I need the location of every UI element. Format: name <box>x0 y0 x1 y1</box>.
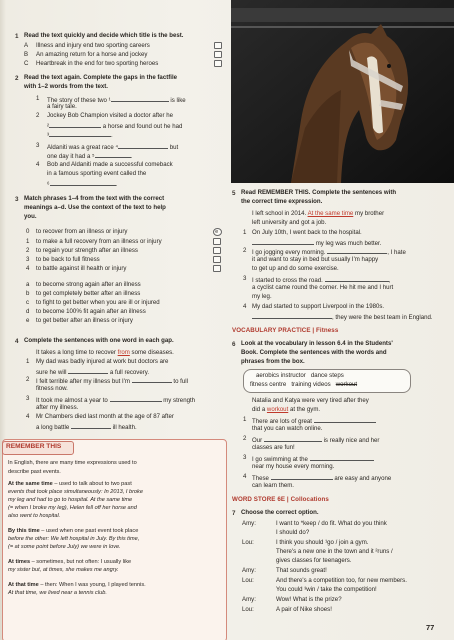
dialogue-1-l1[interactable]: I want to *keep / do fit. What do you think <box>276 520 387 527</box>
ex3-example-answer-box[interactable] <box>213 228 222 236</box>
ex3-answer-1[interactable] <box>213 238 221 245</box>
ex5-item-2-n: 2 <box>243 247 247 254</box>
ex4-item-2-n: 2 <box>26 376 30 383</box>
ex3-phrase-4-n: 4 <box>26 265 30 272</box>
ex6-instruction-1: Look at the vocabulary in lesson 6.4 in the Students' <box>241 340 393 347</box>
ex3-answer-2[interactable] <box>213 247 221 254</box>
ex1-option-c-letter: C <box>24 60 29 67</box>
ex2-instruction-2: with 1–2 words from the text. <box>24 83 108 90</box>
ex3-instruction-3: you. <box>24 213 37 220</box>
ex2-instruction-1: Read the text again. Complete the gaps in the factfile <box>24 74 178 81</box>
ex2-item-3-text: Aldaniti was a great race ⁴ but <box>47 144 179 151</box>
ex6-instruction-2: Book. Complete the sentences with the words and <box>241 349 387 356</box>
horse-photo <box>231 0 454 183</box>
ex6-item-3-l2: near my house every morning. <box>252 463 335 470</box>
ex3-phrase-2: to regain your strength after an illness <box>36 247 138 254</box>
remember-item-1-l5: also went to hospital. <box>8 513 61 519</box>
ex4-instruction: Complete the sentences with one word in each gap. <box>24 337 174 344</box>
ex6-item-4: These are easy and anyone <box>252 475 392 482</box>
ex5-item-3-l3: my leg. <box>252 293 272 300</box>
ex5-example-l2: left university and got a job. <box>252 219 327 226</box>
ex6-item-3-n: 3 <box>243 454 247 461</box>
remember-item-1-l3: my leg and had to go to hospital. At the same time <box>8 497 133 503</box>
word-box-row1: aerobics instructor dance steps <box>256 372 344 379</box>
remember-item-3-l2: my sister but, at times, she makes me angry. <box>8 567 119 573</box>
ex3-meaning-e: to get better after an illness or injury <box>36 317 133 324</box>
ex6-item-2-n: 2 <box>243 435 247 442</box>
ex4-item-2: I felt terrible after my illness but I'm to full <box>36 378 188 385</box>
ex6-number: 6 <box>232 341 236 348</box>
ex5-item-4-n: 4 <box>243 303 247 310</box>
remember-item-1: At the same time – used to talk about to two past <box>8 481 132 487</box>
ex6-instruction-3: phrases from the box. <box>241 358 305 365</box>
ex5-item-3: I started to cross the road. , <box>252 277 391 284</box>
ex4-example-answer: from <box>117 349 130 356</box>
ex2-item-3-n: 3 <box>36 142 40 149</box>
ex2-item-2-line3: ³ . <box>47 132 113 139</box>
ex5-gap-3[interactable] <box>325 276 389 282</box>
ex5-instruction-2: the correct time expression. <box>241 198 323 205</box>
ex3-meaning-d: to become 100% fit again after an illness <box>36 308 146 315</box>
ex5-item-3-n: 3 <box>243 275 247 282</box>
ex3-meaning-a: to become strong again after an illness <box>36 281 141 288</box>
ex2-item-4-n: 4 <box>36 161 40 168</box>
ex1-checkbox-a[interactable] <box>214 42 222 49</box>
ex6-example-l2: did a workout at the gym. <box>252 406 321 413</box>
ex6-gap-4[interactable] <box>271 474 333 480</box>
dialogue-3-speaker: Amy: <box>242 567 256 574</box>
ex6-item-2: Our is really nice and her <box>252 437 380 444</box>
remember-item-2-l3: (= at some point before July) we were in love. <box>8 544 121 550</box>
ex2-item-4-line2: in a famous sporting event called the <box>47 170 147 177</box>
ex4-gap-3[interactable] <box>110 396 162 402</box>
dialogue-2-l3[interactable]: gives classes for teenagers. <box>276 557 352 564</box>
gap-3[interactable] <box>49 131 111 137</box>
remember-item-3: At times – sometimes, but not often: I usually like <box>8 559 132 565</box>
dialogue-2-speaker: Lou: <box>242 539 254 546</box>
ex3-phrase-4: to battle against ill health or injury <box>36 265 127 272</box>
ex5-example-answer: At the same time <box>307 210 354 217</box>
ex3-phrase-1: to make a full recovery from an illness or injury <box>36 238 162 245</box>
ex2-item-1-n: 1 <box>36 95 40 102</box>
remember-this-title: REMEMBER THIS <box>6 443 62 450</box>
ex4-item-4: Mr Chambers died last month at the age of 87 after <box>36 413 174 420</box>
ex3-answer-3[interactable] <box>213 256 221 263</box>
ex1-option-c: Heartbreak in the end for two sporting heroes <box>36 60 159 67</box>
ex4-gap-1[interactable] <box>68 368 108 374</box>
ex2-item-3-line2: one day it had a ⁵ . <box>47 153 133 160</box>
ex5-item-2: I go jogging every morning. , I hate <box>252 249 406 256</box>
remember-item-1-l4: (= when I broke my leg), Helen fell off her horse and <box>8 505 137 511</box>
ex5-instruction-1: Read REMEMBER THIS. Complete the sentences with <box>241 189 397 196</box>
ex6-gap-3[interactable] <box>310 455 374 461</box>
ex2-item-2-n: 2 <box>36 112 40 119</box>
ex6-item-4-n: 4 <box>243 473 247 480</box>
gap-4[interactable] <box>118 143 168 149</box>
ex6-example: Natalia and Katya were very tired after they <box>252 397 369 404</box>
wordstore-header: WORD STORE 6E | Collocations <box>232 496 329 503</box>
ex6-item-2-l2: classes are fun! <box>252 444 295 451</box>
ex2-item-1-text: The story of these two ¹ is like <box>47 97 186 104</box>
ex5-example: I left school in 2014. At the same time my brother <box>252 210 385 217</box>
ex3-phrase-2-n: 2 <box>26 247 30 254</box>
ex5-item-1-n: 1 <box>243 229 247 236</box>
dialogue-5-speaker: Amy: <box>242 596 256 603</box>
ex5-item-3-l2: a cyclist came round the corner. He hit me and I hurt <box>252 284 394 291</box>
ex6-item-1-n: 1 <box>243 416 247 423</box>
ex5-gap-2[interactable] <box>327 248 387 254</box>
ex3-number: 3 <box>15 196 19 203</box>
ex3-example-n: 0 <box>26 228 30 235</box>
dialogue-1-speaker: Amy: <box>242 520 256 527</box>
ex5-item-2-l2: it and want to stay in bed but usually I'm happy <box>252 256 379 263</box>
ex2-item-1-cont: a fairy tale. <box>47 103 77 110</box>
ex2-item-4-line3: ⁶ . <box>47 181 118 188</box>
ex5-item-4-l2: , they were the best team in England. <box>252 313 433 321</box>
dialogue-2-l1[interactable]: I think you should ¹go / join a gym. <box>276 539 369 546</box>
gap-6[interactable] <box>50 180 116 186</box>
ex6-item-1: There are lots of great <box>252 417 376 425</box>
dialogue-5-l1: Wow! What is the prize? <box>276 596 342 603</box>
ex5-item-2-l3: to get up and do some exercise. <box>252 265 339 272</box>
ex6-item-4-l2: can learn them. <box>252 482 295 489</box>
ex5-number: 5 <box>232 190 236 197</box>
word-box-row2: fitness centre training videos workout <box>250 381 358 388</box>
ex1-option-a: Illness and injury end two sporting careers <box>36 42 150 49</box>
horse-image <box>231 0 454 183</box>
ex4-item-1: My dad was badly injured at work but doctors are <box>36 358 169 365</box>
ex4-number: 4 <box>15 338 19 345</box>
ex3-example-text: to recover from an illness or injury <box>36 228 128 235</box>
ex5-item-1: On July 10th, I went back to the hospital. <box>252 229 362 236</box>
ex6-item-3: I go swimming at the <box>252 455 374 463</box>
ex4-item-1-n: 1 <box>26 358 30 365</box>
ex4-item-4-line2: a long battle ill health. <box>36 424 137 431</box>
ex2-item-2-line2: ² a horse and found out he had <box>47 123 183 130</box>
dialogue-1-l2: I should do? <box>276 529 310 536</box>
remember-intro-1: In English, there are many time expressions used to <box>8 460 137 466</box>
ex7-instruction: Choose the correct option. <box>241 509 319 516</box>
ex3-phrase-3-n: 3 <box>26 256 30 263</box>
remember-item-4: At that time – then: When I was young, I played tennis. <box>8 582 146 588</box>
ex7-number: 7 <box>232 510 236 517</box>
ex3-instruction-1: Match phrases 1–4 from the text with the correct <box>24 195 165 202</box>
ex5-gap-1[interactable] <box>252 239 314 245</box>
gap-5[interactable] <box>95 152 131 158</box>
ex3-example-answer: e <box>215 228 219 235</box>
ex5-item-1-l2: my leg was much better. <box>252 239 381 247</box>
remember-item-1-l2: events that took place simultaneously: In 2013, I broke <box>8 489 143 495</box>
dialogue-4-l2[interactable]: You could ³win / take the competition! <box>276 586 377 593</box>
ex6-example-answer: workout <box>266 406 289 413</box>
ex3-meaning-e-l: e <box>26 317 30 324</box>
dialogue-6-speaker: Lou: <box>242 606 254 613</box>
ex4-item-3-line2: after my illness. <box>36 404 79 411</box>
page-number: 77 <box>426 623 435 632</box>
ex1-option-b-letter: B <box>24 51 29 58</box>
remember-intro-2: describe past events. <box>8 469 61 475</box>
ex6-item-1-l2: that you can watch online. <box>252 425 323 432</box>
remember-item-2: By this time – used when one past event took place <box>8 528 139 534</box>
ex4-item-3-n: 3 <box>26 395 30 402</box>
ex4-item-2-line2: fitness now. <box>36 385 68 392</box>
dialogue-6-l1: A pair of Nike shoes! <box>276 606 332 613</box>
ex5-item-4: My dad started to support Liverpool in the 1980s. <box>252 303 385 310</box>
ex2-number: 2 <box>15 75 19 82</box>
ex1-checkbox-c[interactable] <box>214 60 222 67</box>
ex3-meaning-c: to fight to get better when you are ill or injured <box>36 299 160 306</box>
ex1-option-a-letter: A <box>24 42 29 49</box>
remember-item-4-l2: At that time, we lived near a tennis club. <box>8 590 107 596</box>
ex3-phrase-3: to be back to full fitness <box>36 256 100 263</box>
ex1-checkbox-b[interactable] <box>214 51 222 58</box>
ex6-gap-1[interactable] <box>314 417 376 423</box>
ex2-item-2-text: Jockey Bob Champion visited a doctor after he <box>47 112 174 119</box>
ex4-item-3: It took me almost a year to my strength <box>36 397 196 404</box>
ex4-gap-4[interactable] <box>71 423 111 429</box>
ex3-phrase-1-n: 1 <box>26 238 30 245</box>
ex6-gap-2[interactable] <box>264 436 322 442</box>
ex3-answer-4[interactable] <box>213 265 221 272</box>
ex3-meaning-a-l: a <box>26 281 30 288</box>
ex4-gap-2[interactable] <box>132 377 172 383</box>
ex2-item-4-text: Bob and Aldaniti made a successful comeback <box>47 161 173 168</box>
remember-item-2-l2: before the other: We left hospital in July. By this time, <box>8 536 140 542</box>
ex1-option-b: An amazing return for a horse and jockey <box>36 51 148 58</box>
ex5-gap-4[interactable] <box>252 313 332 319</box>
gap-2[interactable] <box>49 122 101 128</box>
ex4-example: It takes a long time to recover from some diseases. <box>36 349 174 356</box>
ex3-instruction-2: meanings a–d. Use the context of the text to help <box>24 204 166 211</box>
ex4-item-1-line2: sure he will a full recovery. <box>36 369 150 376</box>
vocab-header: VOCABULARY PRACTICE | Fitness <box>232 327 339 334</box>
ex3-meaning-c-l: c <box>26 299 30 306</box>
gap-1[interactable] <box>111 96 169 102</box>
dialogue-3-l1: That sounds great! <box>276 567 327 574</box>
dialogue-4-l1: And there's a competition too, for new members. <box>276 577 407 584</box>
ex3-meaning-d-l: d <box>26 308 30 315</box>
dialogue-2-l2[interactable]: There's a new one in the town and it ²runs / <box>276 548 393 555</box>
ex1-instruction: Read the text quickly and decide which title is the best. <box>24 32 184 39</box>
ex1-number: 1 <box>15 33 19 40</box>
dialogue-4-speaker: Lou: <box>242 577 254 584</box>
ex4-item-4-n: 4 <box>26 413 30 420</box>
ex3-meaning-b-l: b <box>26 290 30 297</box>
ex3-meaning-b: to get completely better after an illness <box>36 290 141 297</box>
